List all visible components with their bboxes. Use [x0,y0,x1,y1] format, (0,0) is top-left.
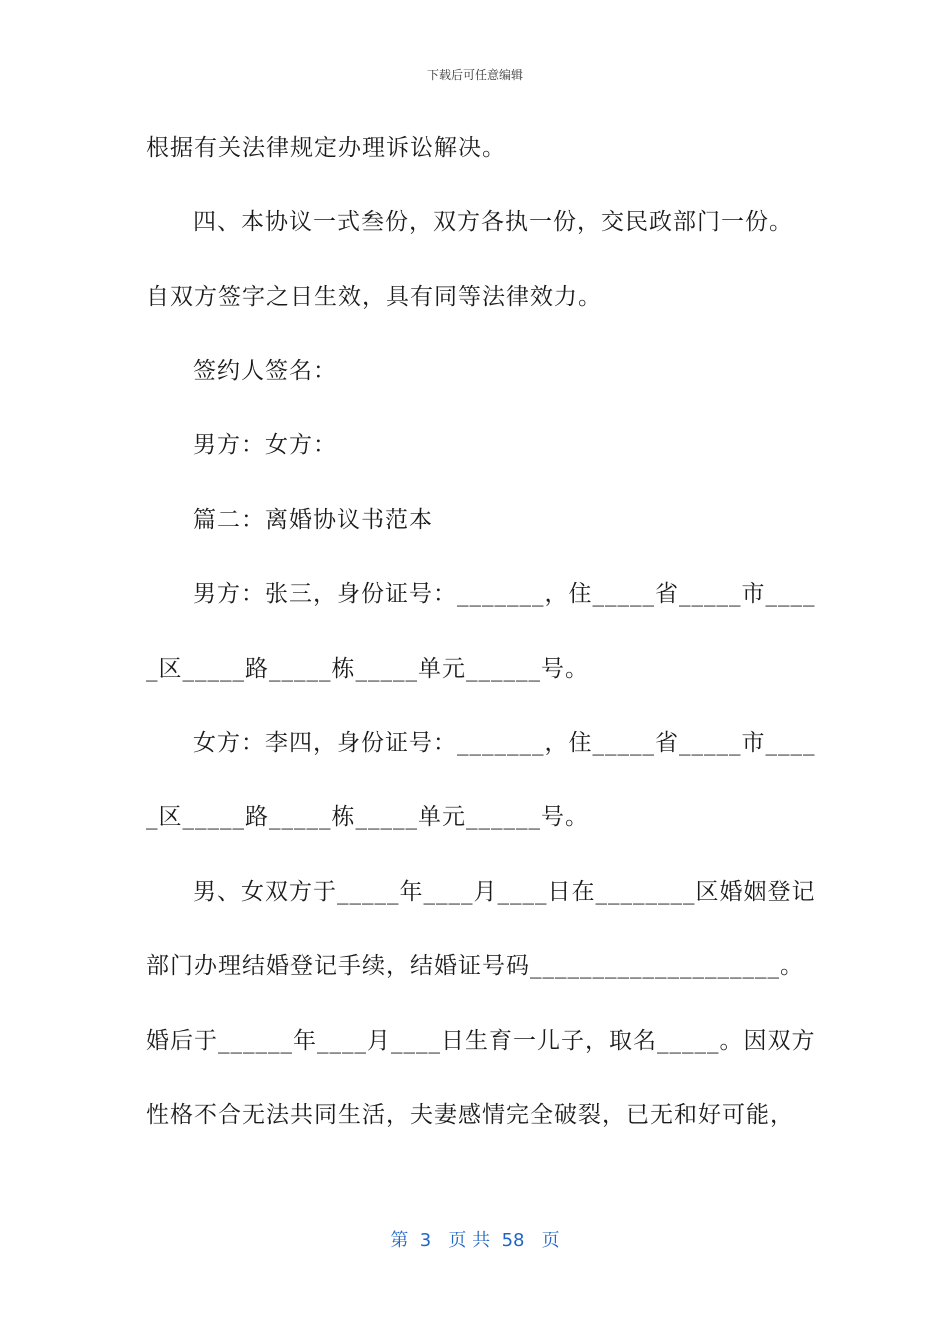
paragraph-line: 自双方签字之日生效，具有同等法律效力。 [146,284,602,310]
paragraph-line: _区_____路_____栋_____单元______号。 [146,804,589,830]
paragraph-line: 男、女双方于_____年____月____日在________区婚姻登记 [193,879,816,905]
paragraph-line: 男方：女方： [193,432,337,458]
paragraph-line: 女方：李四，身份证号：_______，住_____省_____市____ [193,730,816,756]
page-header: 下载后可任意编辑 [426,68,523,82]
paragraph-line: 性格不合无法共同生活，夫妻感情完全破裂，已无和好可能， [146,1102,794,1128]
paragraph-line: 部门办理结婚登记手续，结婚证号码____________________。 [146,953,804,979]
paragraph-line: 四、本协议一式叁份，双方各执一份，交民政部门一份。 [193,209,793,235]
paragraph-line: 根据有关法律规定办理诉讼解决。 [146,135,506,161]
page-number-footer: 第 3 页 共 58 页 [390,1230,560,1251]
paragraph-line: _区_____路_____栋_____单元______号。 [146,656,589,682]
paragraph-line: 婚后于______年____月____日生育一儿子，取名_____。因双方 [146,1028,816,1054]
paragraph-line: 签约人签名： [193,358,337,384]
section-heading: 篇二：离婚协议书范本 [193,507,433,533]
paragraph-line: 男方：张三，身份证号：_______，住_____省_____市____ [193,581,816,607]
